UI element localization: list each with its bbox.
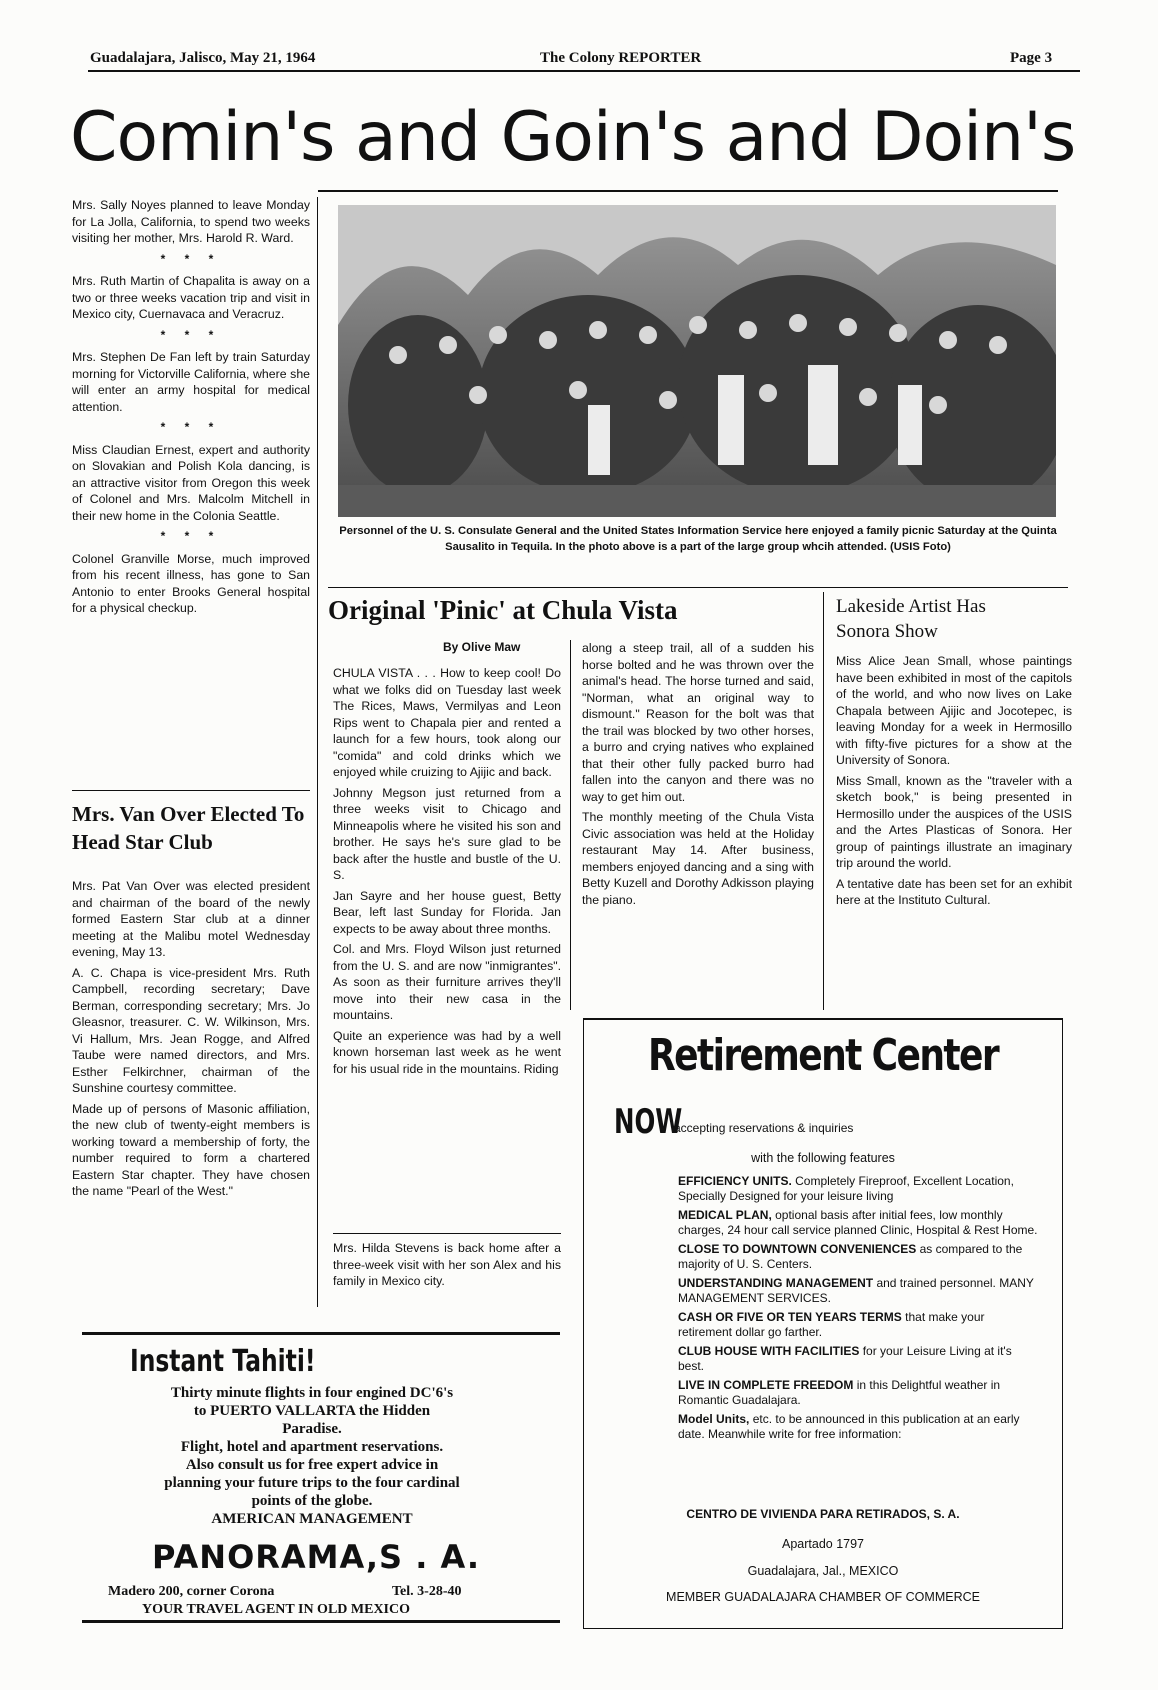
lakeside-paragraph: Miss Small, known as the "traveler with a sketch book," is being presented in Hermosillo under the auspices of the USIS and the Artes Plasticas of Sonora. Her group of paintings illustrate an imaginary trip around the world. bbox=[836, 773, 1072, 870]
feature-text: as compared to the majority of U. S. Centers. bbox=[678, 1242, 1023, 1271]
pinic-paragraph: Quite an experience was had by a well known horseman last week as he went for his usual ride in the mountains. Riding bbox=[333, 1028, 561, 1076]
tahiti-body bbox=[112, 1384, 512, 1528]
feature-text: optional basis after initial fees, low monthly charges, 24 hour call service planned Clinic, Hospital & Rest Home. bbox=[678, 1208, 1038, 1237]
lakeside-headline: Lakeside Artist Has Sonora Show bbox=[836, 596, 986, 642]
feature-lead: CLUB HOUSE WITH FACILITIES bbox=[678, 1344, 860, 1358]
retirement-title: Retirement Center bbox=[648, 1030, 998, 1081]
lakeside-paragraph: A tentative date has been set for an exhibit here at the Instituto Cultural. bbox=[836, 876, 1072, 907]
feature-lead: EFFICIENCY UNITS. bbox=[678, 1174, 792, 1188]
tahiti-address: Madero 200, corner Corona bbox=[108, 1584, 275, 1599]
photo-caption: Personnel of the U. S. Consulate General and the United States Information Service here enjoyed a family picnic Saturday at the Quinta Sausalito in Tequila. In the photo above is a part of the large group whcih attended. (USIS Foto) bbox=[339, 525, 1057, 553]
feature-lead: Model Units, bbox=[678, 1412, 750, 1426]
separator-stars: * * * bbox=[160, 420, 222, 434]
feature-item bbox=[678, 1242, 1038, 1271]
feature-item bbox=[678, 1174, 1038, 1203]
retirement-apartado: Apartado 1797 bbox=[781, 1537, 864, 1551]
lakeside-paragraph: Miss Alice Jean Small, whose paintings have been exhibited in most of the capitols of the world, and who now lives on Lake Chapala between Ajijic and Jocotepec, is leaving Monday for a week in Hermosillo with fifty-five pictures for a show at the University of Sonora. bbox=[836, 654, 1072, 767]
feature-item bbox=[678, 1276, 1038, 1305]
retirement-now: NOW bbox=[614, 1102, 683, 1142]
feature-lead: LIVE IN COMPLETE FREEDOM bbox=[678, 1378, 854, 1392]
tahiti-company: PANORAMA,S . A. bbox=[152, 1538, 481, 1576]
feature-text: that make your retirement dollar go farther. bbox=[678, 1310, 985, 1339]
social-notes-column bbox=[72, 197, 310, 621]
header-paper-name: The Colony REPORTER bbox=[540, 50, 702, 66]
col1-rule bbox=[72, 790, 310, 791]
column-divider bbox=[823, 592, 824, 1010]
retirement-member: MEMBER GUADALAJARA CHAMBER OF COMMERCE bbox=[666, 1590, 980, 1604]
pinic-paragraph: CHULA VISTA . . . How to keep cool! Do what we folks did on Tuesday last week The Rices, Maws, Vermilyas and Leon Rips went to Chapala pier and rented a launch for a few hours, took along our "comida" and cold drinks which we enjoyed while cruizing to Ajijic and back. bbox=[333, 666, 561, 779]
note-item: Miss Claudian Ernest, expert and authority on Slovakian and Polish Kola dancing, is an attractive visitor from Oregon this week of Colonel and Mrs. Malcolm Mitchell in their new home in the Colonia Seattle. bbox=[72, 442, 310, 523]
retirement-features bbox=[678, 1174, 1038, 1446]
article-paragraph: A. C. Chapa is vice-president Mrs. Ruth Campbell, recording secretary; Dave Berman, corresponding secretary; Mrs. Jo Gleasnor, treasurer. C. W. Wilkinson, Mrs. Vi Hallum, Mrs. Jean Rogge, and Alfred Taube were named directors, and Mrs. Esther Felkirchner, chairman of the Sunshine courtesy committee. bbox=[72, 965, 310, 1095]
tahiti-line: points of the globe. bbox=[251, 1493, 373, 1509]
retirement-subtitle: with the following features bbox=[751, 1151, 895, 1165]
pinic-column-a bbox=[333, 665, 561, 1081]
feature-text: for your Leisure Living at it's best. bbox=[678, 1344, 1012, 1373]
retirement-company: CENTRO DE VIVIENDA PARA RETIRADOS, S. A. bbox=[686, 1507, 960, 1521]
retirement-city: Guadalajara, Jal., MEXICO bbox=[747, 1564, 899, 1578]
feature-item bbox=[678, 1412, 1038, 1441]
feature-item bbox=[678, 1208, 1038, 1237]
pinic-col-a-rule bbox=[333, 1233, 561, 1234]
column-divider bbox=[317, 197, 318, 1307]
tahiti-ad bbox=[82, 1340, 560, 1618]
note-item: Colonel Granville Morse, much improved from his recent illness, has gone to San Antonio to enter Brooks General hospital for a physical checkup. bbox=[72, 551, 310, 615]
feature-lead: CLOSE TO DOWNTOWN CONVENIENCES bbox=[678, 1242, 917, 1256]
feature-item bbox=[678, 1378, 1038, 1407]
caption-rule bbox=[328, 587, 1068, 588]
tahiti-line: AMERICAN MANAGEMENT bbox=[211, 1511, 413, 1527]
header-rule bbox=[88, 70, 1080, 72]
star-club-headline: Mrs. Van Over Elected To Head Star Club bbox=[72, 802, 305, 854]
tahiti-line: planning your future trips to the four cardinal bbox=[164, 1475, 460, 1491]
feature-text: in this Delightful weather in Romantic Guadalajara. bbox=[678, 1378, 1001, 1407]
separator-stars: * * * bbox=[160, 327, 222, 342]
feature-item bbox=[678, 1344, 1038, 1373]
separator-stars: * * * bbox=[160, 251, 222, 266]
tahiti-phone: Tel. 3-28-40 bbox=[392, 1584, 462, 1599]
retirement-now-tail: accepting reservations & inquiries bbox=[674, 1121, 854, 1135]
feature-text: and trained personnel. MANY MANAGEMENT SERVICES. bbox=[678, 1276, 1034, 1305]
note-item: Mrs. Ruth Martin of Chapalita is away on a two or three weeks vacation trip and visit in Mexico city, Cuernavaca and Veracruz. bbox=[72, 274, 310, 321]
star-club-article bbox=[72, 878, 310, 1204]
pinic-column-b bbox=[582, 640, 814, 912]
separator-stars: * * * bbox=[160, 529, 222, 543]
feature-lead: MEDICAL PLAN, bbox=[678, 1208, 772, 1222]
feature-lead: UNDERSTANDING MANAGEMENT bbox=[678, 1276, 874, 1290]
tahiti-title: Instant Tahiti! bbox=[130, 1344, 316, 1379]
pinic-headline: Original 'Pinic' at Chula Vista bbox=[328, 595, 678, 625]
article-paragraph: Made up of persons of Masonic affiliation, the new club of twenty-eight members is working toward a membership of forty, the number required to form a chartered Eastern Star chapter. They have chosen the name "Pearl of the West." bbox=[72, 1101, 310, 1198]
pinic-paragraph: along a steep trail, all of a sudden his horse bolted and he was thrown over the animal's head. The horse turned and said, "Norman, what an original way to dismount." Reason for the bolt was that the trail was blocked by two other horses, a burro and crying natives who explained that their other fully packed burro had fallen into the canyon and there was no way to get him out. bbox=[582, 641, 814, 804]
lakeside-article bbox=[836, 653, 1072, 913]
tahiti-line: Thirty minute flights in four engined DC'6's bbox=[170, 1385, 454, 1401]
pinic-stevens-note: Mrs. Hilda Stevens is back home after a three-week visit with her son Alex and his family in Mexico city. bbox=[333, 1241, 561, 1288]
tahiti-line: Paradise. bbox=[282, 1421, 342, 1437]
tahiti-line: to PUERTO VALLARTA the Hidden bbox=[193, 1403, 431, 1419]
tahiti-ad-bottom-border bbox=[82, 1620, 560, 1623]
feature-text: etc. to be announced in this publication at an early date. Meanwhile write for free information: bbox=[678, 1412, 1020, 1441]
pinic-paragraph: Col. and Mrs. Floyd Wilson just returned from the U. S. and are now "inmigrantes". As soon as their furniture arrives they'll move into their new casa in the mountains. bbox=[333, 942, 561, 1022]
tahiti-ad-top-border bbox=[82, 1332, 560, 1335]
header-page-number: Page 3 bbox=[1010, 50, 1053, 66]
feature-lead: CASH OR FIVE OR TEN YEARS TERMS bbox=[678, 1310, 902, 1324]
tahiti-line: Flight, hotel and apartment reservations. bbox=[180, 1439, 444, 1455]
pinic-byline: By Olive Maw bbox=[443, 640, 521, 654]
masthead-rule bbox=[318, 190, 1058, 192]
header-dateline: Guadalajara, Jalisco, May 21, 1964 bbox=[90, 50, 316, 66]
retirement-ad-top-border bbox=[584, 1018, 1062, 1020]
column-divider bbox=[570, 640, 571, 1010]
note-item: Mrs. Sally Noyes planned to leave Monday for La Jolla, California, to spend two weeks visiting her mother, Mrs. Harold R. Ward. bbox=[72, 198, 310, 245]
tahiti-line: Also consult us for free expert advice in bbox=[185, 1457, 439, 1473]
feature-text: Completely Fireproof, Excellent Location, Specially Designed for your leisure living bbox=[678, 1174, 1014, 1203]
tahiti-tagline: YOUR TRAVEL AGENT IN OLD MEXICO bbox=[142, 1602, 411, 1617]
page-title: Comin's and Goin's and Doin's bbox=[70, 98, 1076, 177]
pinic-paragraph: Johnny Megson just returned from a three weeks visit to Chicago and Minneapolis where he visited his son and brother. He says he's sure glad to be back after the hustle and bustle of the U. S. bbox=[333, 785, 561, 882]
picnic-photo bbox=[338, 205, 1056, 517]
pinic-paragraph: The monthly meeting of the Chula Vista Civic association was held at the Holiday restaurant May 14. After business, members enjoyed dancing and a sing with Betty Kuzell and Dorothy Adkisson playing the piano. bbox=[582, 810, 814, 907]
pinic-paragraph: Jan Sayre and her house guest, Betty Bear, left last Sunday for Florida. Jan expects to be away about three months. bbox=[333, 888, 561, 936]
group-photo-image bbox=[338, 205, 1056, 517]
article-paragraph: Mrs. Pat Van Over was elected president and chairman of the board of the newly formed Eastern Star club at a dinner meeting at the Malibu motel Wednesday evening, May 13. bbox=[72, 879, 310, 959]
feature-item bbox=[678, 1310, 1038, 1339]
note-item: Mrs. Stephen De Fan left by train Saturday morning for Victorville California, where she will enter an army hospital for medical attention. bbox=[72, 350, 310, 414]
retirement-ad bbox=[583, 1018, 1063, 1629]
